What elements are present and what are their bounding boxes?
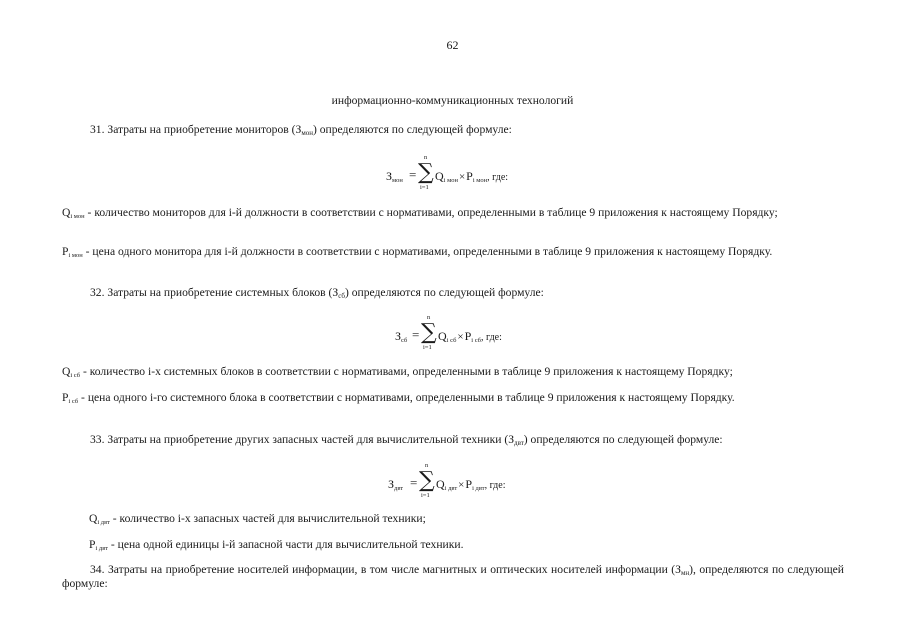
paragraph-31: 31. Затраты на приобретение мониторов $(З_{мон})$ определяются по следующей формуле: bbox=[90, 123, 512, 137]
page-number: 62 bbox=[446, 38, 459, 52]
formula-system-units: Зсб = n ∑ i=1 Qi сб×Pi сб, где: bbox=[395, 314, 502, 351]
definition-q-spare-parts: Qi двт - количество i-х запасных частей для вычислительной техники; bbox=[89, 512, 426, 526]
formula-spare-parts: Здвт = n ∑ i=1 Qi двт×Pi двт, где: bbox=[388, 462, 506, 499]
paragraph-33: 33. Затраты на приобретение других запасных частей для вычислительной техники $(З_{двт})$ определяются по следующей формуле: bbox=[90, 433, 723, 447]
definition-p-spare-parts: Pi двт - цена одной единицы i-й запасной части для вычислительной техники. bbox=[89, 538, 464, 552]
definition-p-monitors: Pi мон - цена одного монитора для i-й должности в соответствии с нормативами, определенными в таблице 9 приложения к настоящему Порядку. bbox=[62, 245, 773, 259]
definition-q-system-units: Qi сб - количество i-х системных блоков в соответствии с нормативами, определенными в таблице 9 приложения к настоящему Порядку; bbox=[62, 365, 733, 379]
paragraph-32: 32. Затраты на приобретение системных блоков $(З_{сб})$ определяются по следующей формуле: bbox=[90, 286, 544, 300]
formula-monitors: Змон = n ∑ i=1 Qi мон×Pi мон, где: bbox=[386, 154, 509, 191]
definition-p-system-units: Pi сб - цена одного i-го системного блока в соответствии с нормативами, определенными в таблице 9 приложения к настоящему Порядку. bbox=[62, 391, 735, 405]
paragraph-34: 34. Затраты на приобретение носителей информации, в том числе магнитных и оптических носителей информации $(З_{мн})$, определяются по следующей формуле: bbox=[62, 563, 844, 590]
section-heading-continuation: информационно-коммуникационных технологий bbox=[331, 94, 574, 107]
definition-q-monitors: Qi мон - количество мониторов для i-й должности в соответствии с нормативами, определенными в таблице 9 приложения к настоящему Порядку; bbox=[62, 206, 778, 220]
